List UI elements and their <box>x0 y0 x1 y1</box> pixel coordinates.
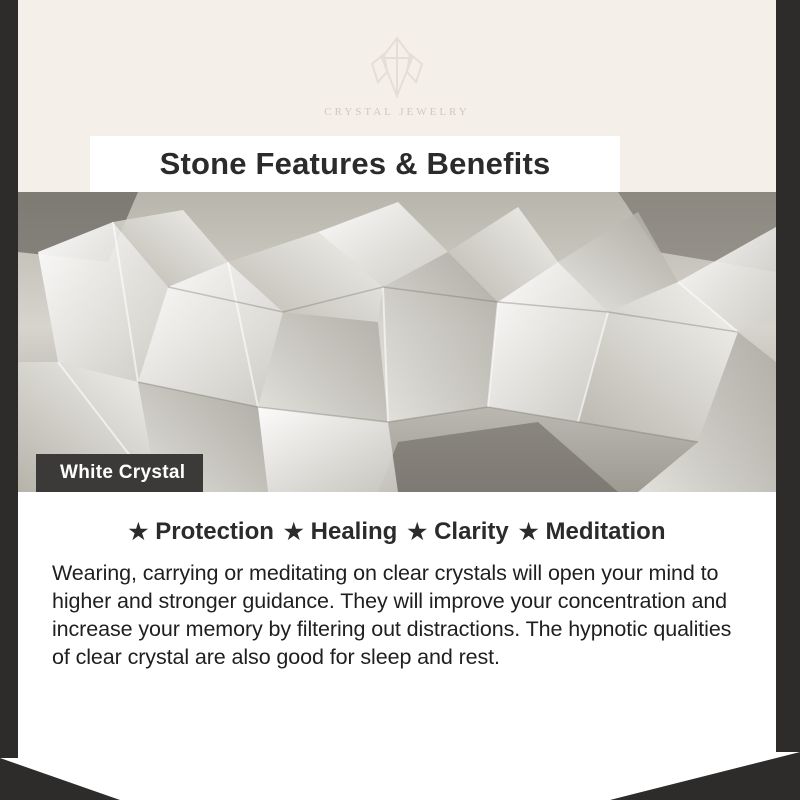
star-icon: ★ <box>407 519 428 544</box>
star-icon: ★ <box>518 519 539 544</box>
white-crystal-cluster-photo <box>18 192 776 492</box>
benefit-item <box>284 518 397 546</box>
benefit-label: Healing <box>310 518 398 545</box>
content-block <box>18 500 776 752</box>
benefit-label: Clarity <box>434 518 509 545</box>
description-paragraph: Wearing, carrying or meditating on clear crystals will open your mind to higher and stronger guidance. They will improve your concentration and increase your memory by filtering out distractions. The hypnotic qualities of clear crystal are also good for sleep and rest. <box>52 561 732 669</box>
brand-logo-text: CRYSTAL JEWELRY <box>324 106 470 118</box>
crystal-emblem-icon <box>354 34 440 100</box>
page-title: Stone Features & Benefits <box>159 146 551 181</box>
benefit-label: Protection <box>155 518 274 545</box>
corner-decoration-bottom-left <box>0 758 120 800</box>
benefit-item <box>519 518 666 546</box>
frame-strip-left <box>0 34 18 758</box>
page-title-bar <box>90 136 620 192</box>
corner-decoration-bottom-right <box>570 752 800 800</box>
benefit-item <box>407 518 508 546</box>
benefit-label: Meditation <box>545 518 666 545</box>
benefit-item <box>128 518 273 546</box>
header-band <box>18 0 776 192</box>
star-icon: ★ <box>128 519 149 544</box>
frame-strip-right <box>776 40 800 752</box>
photo-caption: White Crystal <box>36 454 203 492</box>
brand-logo <box>18 34 776 118</box>
benefits-list <box>52 518 742 546</box>
star-icon: ★ <box>283 519 304 544</box>
